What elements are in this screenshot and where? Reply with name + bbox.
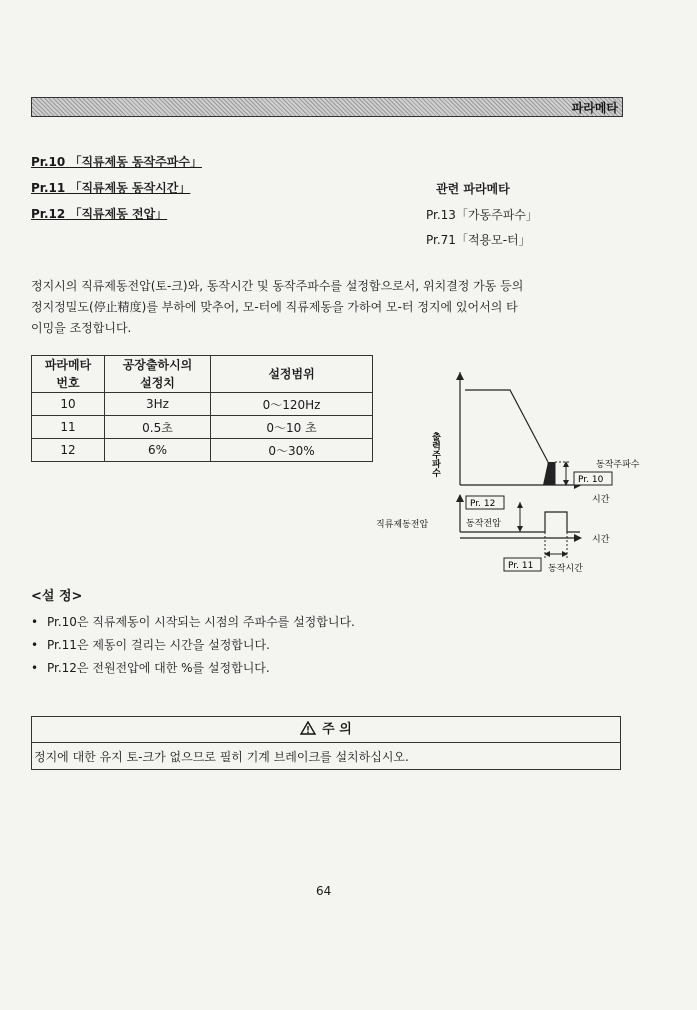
table-row bbox=[32, 393, 373, 416]
table-header-row bbox=[32, 356, 373, 393]
warning-triangle-icon bbox=[300, 721, 316, 735]
braking-region bbox=[543, 462, 555, 485]
caution-title: 주 의 bbox=[322, 722, 352, 737]
table-cell: 12 bbox=[32, 439, 105, 462]
pr11-label: Pr. 11 bbox=[508, 561, 534, 571]
parameter-table bbox=[31, 355, 373, 462]
list-item: • Pr.10은 직류제동이 시작되는 시점의 주파수를 설정합니다. bbox=[31, 611, 355, 634]
voltage-axis-arrow bbox=[456, 494, 464, 502]
table-cell: 0～30% bbox=[211, 439, 373, 462]
table-cell: 0～10 초 bbox=[211, 416, 373, 439]
pr10-label: Pr. 10 bbox=[578, 475, 604, 485]
op-time-label: 동작시간 bbox=[548, 564, 583, 574]
time-axis-arrow bbox=[574, 534, 582, 542]
pr12-label: Pr. 12 bbox=[470, 499, 496, 509]
settings-heading: <설 정> bbox=[31, 589, 83, 604]
caution-header bbox=[32, 717, 620, 743]
header-title: 파라메타 bbox=[571, 101, 618, 115]
caution-box bbox=[31, 716, 621, 770]
dc-voltage-label: 직류제동전압 bbox=[376, 520, 429, 530]
table-header: 설정범위 bbox=[211, 356, 373, 393]
time-label: 시간 bbox=[592, 535, 610, 545]
table-row bbox=[32, 439, 373, 462]
table-row bbox=[32, 416, 373, 439]
y-axis-label: 출력주파수 bbox=[430, 432, 440, 477]
arrow-head bbox=[517, 526, 523, 532]
param-title-pr12: Pr.12 「직류제동 전압」 bbox=[31, 207, 168, 221]
table-cell: 10 bbox=[32, 393, 105, 416]
table-cell: 0～120Hz bbox=[211, 393, 373, 416]
header-band bbox=[31, 97, 623, 117]
table-header: 공장출하시의 설정치 bbox=[105, 356, 211, 393]
frequency-curve bbox=[465, 390, 548, 462]
caution-text: 정지에 대한 유지 토-크가 없으므로 필히 기계 브레이크를 설치하십시오. bbox=[34, 750, 409, 764]
related-item: Pr.13「가동주파수」 bbox=[426, 208, 538, 222]
list-item: • Pr.12은 전원전압에 대한 %를 설정합니다. bbox=[31, 657, 355, 680]
param-title-pr10: Pr.10 「직류제동 동작주파수」 bbox=[31, 155, 202, 169]
voltage-label: 동작전압 bbox=[466, 519, 501, 529]
table-cell: 6% bbox=[105, 439, 211, 462]
dc-brake-timing-diagram bbox=[370, 370, 660, 580]
intro-paragraph: 정지시의 직류제동전압(토-크)와, 동작시간 및 동작주파수를 설정함으로서, 위치결정 가동 등의 정지정밀도(停止精度)를 부하에 맞추어, 모-터에 직류제동을 가하여 모-터 정지에 있어서의 타 이밍을 조정합니다. bbox=[31, 279, 524, 335]
table-cell: 11 bbox=[32, 416, 105, 439]
list-item: • Pr.11은 제동이 걸리는 시간을 설정합니다. bbox=[31, 634, 355, 657]
related-label: 관련 파라메타 bbox=[436, 182, 510, 196]
param-title-pr11: Pr.11 「직류제동 동작시간」 bbox=[31, 181, 191, 195]
settings-list bbox=[31, 611, 355, 680]
table-cell: 3Hz bbox=[105, 393, 211, 416]
related-item: Pr.71「적용모-터」 bbox=[426, 233, 531, 247]
y-axis-arrow bbox=[456, 372, 464, 380]
arrow-head bbox=[517, 502, 523, 508]
time-label: 시간 bbox=[592, 495, 610, 505]
page-number: 64 bbox=[316, 884, 332, 898]
table-header: 파라메타 번호 bbox=[32, 356, 105, 393]
freq-label: 동작주파수 bbox=[596, 460, 640, 470]
table-cell: 0.5초 bbox=[105, 416, 211, 439]
